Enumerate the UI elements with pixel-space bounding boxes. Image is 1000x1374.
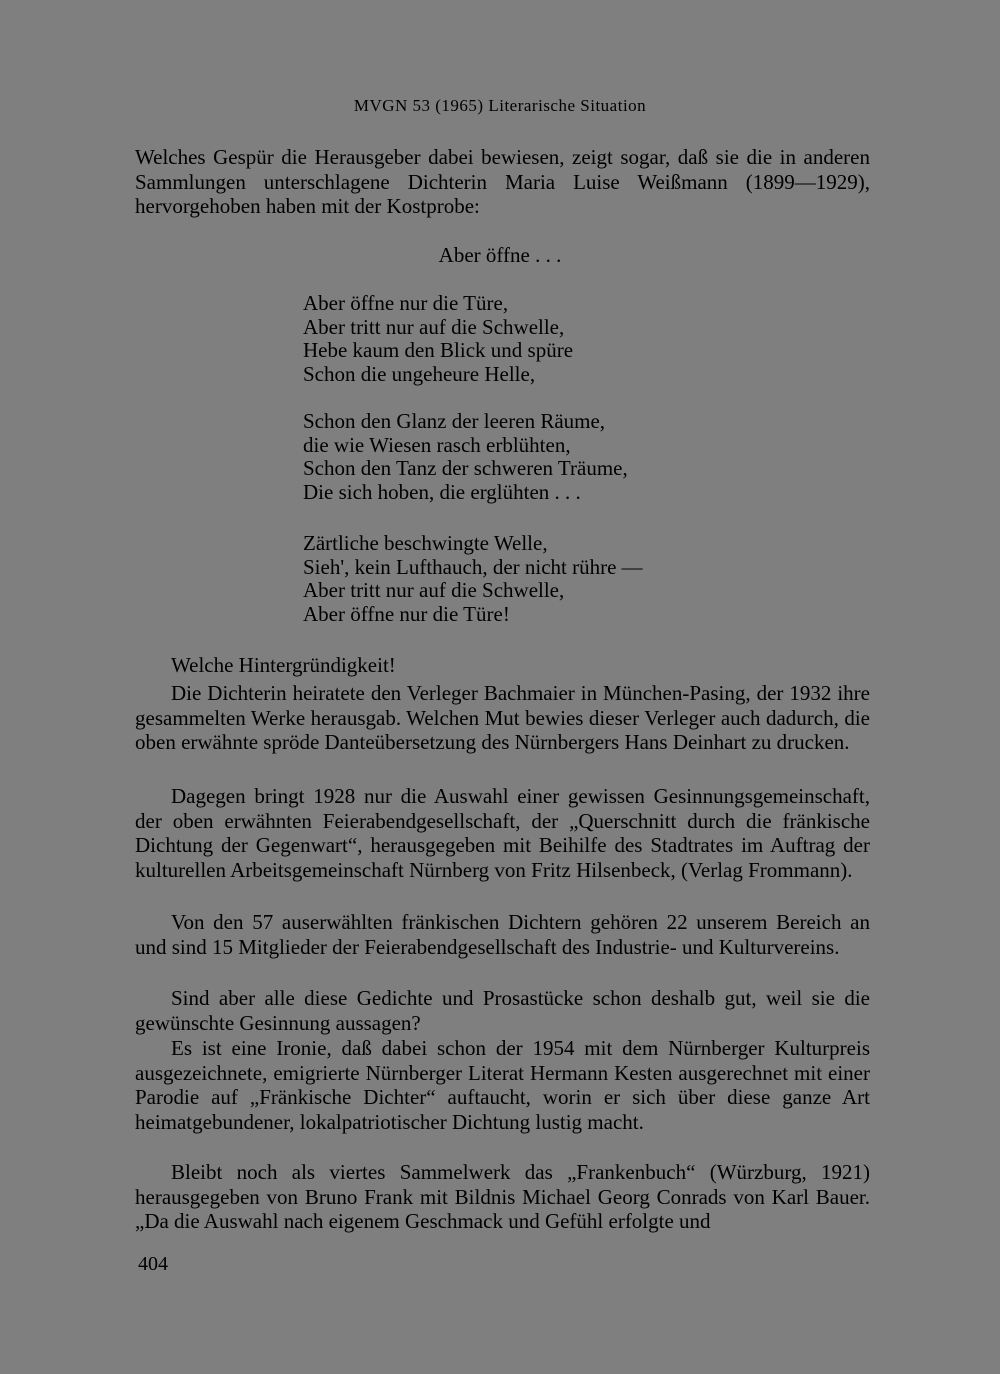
poem-line: Sieh', kein Lufthauch, der nicht rühre — [303, 554, 643, 579]
poem-stanza-3 [303, 532, 763, 627]
body-paragraph-1: Welche Hintergründigkeit! [171, 653, 396, 677]
body-paragraph-6: Es ist eine Ironie, daß dabei schon der 1954 mit dem Nürnberger Kulturpreis ausgezeichnete, emigrierte Nürnberger Literat Hermann Kesten ausgerechnet mit einer Parodie auf „Fränkische Dichter“ auftaucht, worin er sich über diese ganze Art heimatgebundener, lokalpatriotischer Dichtung lustig macht. [135, 1036, 870, 1134]
poem-line: Aber tritt nur auf die Schwelle, [303, 578, 565, 603]
poem-title [0, 243, 1000, 268]
poem-line: Die sich hoben, die erglühten . . . [303, 480, 581, 505]
body-paragraph-3: Dagegen bringt 1928 nur die Auswahl einer gewissen Gesinnungsgemeinschaft, der oben erwähnten Feierabendgesellschaft, der „Querschnitt durch die fränkische Dichtung der Gegenwart“, herausgegeben mit Beihilfe des Stadtrates im Auftrag der kulturellen Arbeitsgemeinschaft Nürnberg von Fritz Hilsenbeck, (Verlag Frommann). [135, 784, 870, 882]
poem-stanza-1 [303, 292, 763, 387]
poem-line: Zärtliche beschwingte Welle, [303, 531, 548, 555]
poem-line: Aber öffne nur die Türe! [303, 602, 510, 627]
poem-line: Schon die ungeheure Helle, [303, 362, 536, 387]
page-number: 404 [138, 1253, 168, 1275]
poem-line: Aber öffne nur die Türe, [303, 291, 509, 315]
poem-stanza-2 [303, 410, 763, 505]
body-paragraph-4: Von den 57 auserwählten fränkischen Dichtern gehören 22 unserem Bereich an und sind 15 Mitglieder der Feierabendgesellschaft des Industrie- und Kulturvereins. [135, 910, 870, 959]
running-header: MVGN 53 (1965) Literarische Situation [353, 96, 647, 115]
poem-line: Aber tritt nur auf die Schwelle, [303, 314, 565, 339]
poem-line: Schon den Tanz der schweren Träume, [303, 456, 628, 481]
poem-line: die wie Wiesen rasch erblühten, [303, 432, 571, 457]
poem-line: Hebe kaum den Blick und spüre [303, 338, 574, 363]
body-paragraph-2: Die Dichterin heiratete den Verleger Bachmaier in München-Pasing, der 1932 ihre gesammelten Werke herausgab. Welchen Mut bewies dieser Verleger auch dadurch, die oben erwähnte spröde Danteübersetzung des Nürnbergers Hans Deinhart zu drucken. [135, 681, 870, 754]
body-paragraph-5: Sind aber alle diese Gedichte und Prosastücke schon deshalb gut, weil sie die gewünschte Gesinnung aussagen? [135, 986, 870, 1035]
intro-paragraph: Welches Gespür die Herausgeber dabei bewiesen, zeigt sogar, daß sie die in anderen Sammlungen unterschlagene Dichterin Maria Luise Weißmann (1899—1929), hervorgehoben haben mit der Kostprobe: [135, 145, 870, 218]
body-paragraph-7: Bleibt noch als viertes Sammelwerk das „Frankenbuch“ (Würzburg, 1921) herausgegeben von Bruno Frank mit Bildnis Michael Georg Conrads von Karl Bauer. „Da die Auswahl nach eigenem Geschmack und Gefühl erfolgte und [135, 1160, 870, 1233]
poem-line: Schon den Glanz der leeren Räume, [303, 409, 606, 433]
poem-title-text: Aber öffne . . . [438, 243, 562, 267]
